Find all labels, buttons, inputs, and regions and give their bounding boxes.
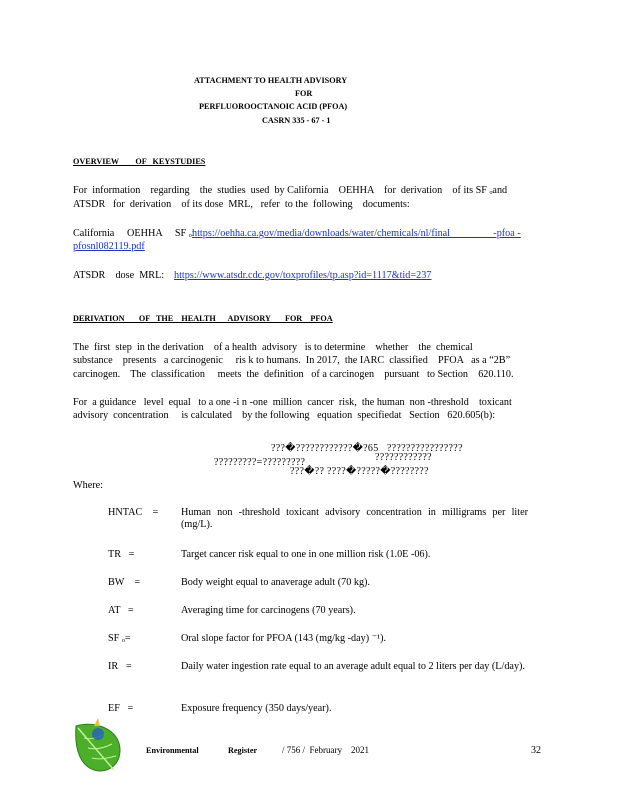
definition-term: BW = bbox=[108, 577, 141, 588]
oehha-label: California OEHHA SF ₒ: bbox=[73, 228, 195, 239]
equation-denominator: ???�?? ????�?????�???????? bbox=[290, 466, 429, 477]
overview-heading: OVERVIEW OF KEYSTUDIES bbox=[73, 157, 206, 166]
title-line-4: CASRN 335 - 67 - 1 bbox=[262, 116, 331, 125]
derivation-paragraph-2-line-2: advisory concentration is calculated by the following equation specifiedat Section 620.605(b): bbox=[73, 410, 496, 421]
definition-term: SF ₒ= bbox=[108, 633, 131, 644]
equation-left-side: ?????????=????????? bbox=[214, 457, 306, 468]
title-line-3: PERFLUOROOCTANOIC ACID (PFOA) bbox=[199, 102, 348, 111]
derivation-paragraph-1-line-2: substance presents a carcinogenic ris k to humans. In 2017, the IARC classified PFOA as a “2B” bbox=[73, 355, 511, 366]
definition-text: Target cancer risk equal to one in one million risk (1.0E -06). bbox=[181, 549, 431, 560]
overview-paragraph-line-1: For information regarding the studies used by California OEHHA for derivation of its SF ₒand bbox=[73, 185, 508, 196]
equation-numerator-continued: ???????????? bbox=[375, 452, 432, 463]
title-line-2: FOR bbox=[295, 89, 313, 98]
derivation-heading: DERIVATION OF THE HEALTH ADVISORY FOR PFOA bbox=[73, 314, 333, 323]
equation-numerator: ???�????????????�?65 ???????????????? bbox=[271, 443, 463, 454]
definition-term: EF = bbox=[108, 703, 134, 714]
definition-term: IR = bbox=[108, 661, 132, 672]
oehha-document-link[interactable]: https://oehha.ca.gov/media/downloads/water/chemicals/nl/final -pfoa - bbox=[192, 228, 521, 239]
atsdr-label: ATSDR dose MRL: bbox=[73, 270, 165, 281]
footer-register: Register bbox=[228, 746, 258, 755]
definition-term: HNTAC = bbox=[108, 507, 159, 518]
definition-text: Human non -threshold toxicant advisory concentration in milligrams per liter (mg/L). bbox=[181, 507, 528, 530]
oehha-document-link-continued[interactable]: pfosnl082119.pdf bbox=[73, 241, 145, 252]
leaf-logo-icon bbox=[70, 718, 126, 776]
footer-publication: Environmental bbox=[146, 746, 199, 755]
definition-text: Exposure frequency (350 days/year). bbox=[181, 703, 332, 714]
definition-term: TR = bbox=[108, 549, 135, 560]
definition-text: Oral slope factor for PFOA (143 (mg/kg -day) ⁻¹). bbox=[181, 633, 387, 644]
definition-text: Daily water ingestion rate equal to an average adult equal to 2 liters per day (L/day). bbox=[181, 661, 525, 672]
derivation-paragraph-1-line-1: The first step in the derivation of a health advisory is to determine whether the chemical bbox=[73, 342, 473, 353]
definition-term: AT = bbox=[108, 605, 134, 616]
derivation-paragraph-2-line-1: For a guidance level equal to a one -i n -one million cancer risk, the human non -threshold toxicant bbox=[73, 397, 512, 408]
footer-issue: / 756 / February 2021 bbox=[282, 745, 369, 755]
atsdr-document-link[interactable]: https://www.atsdr.cdc.gov/toxprofiles/tp.asp?id=1117&tid=237 bbox=[174, 270, 432, 281]
where-label: Where: bbox=[73, 480, 103, 491]
page-number: 32 bbox=[531, 745, 541, 756]
overview-paragraph-line-2: ATSDR for derivation of its dose MRL, refer to the following documents: bbox=[73, 199, 410, 210]
definition-text: Body weight equal to anaverage adult (70 kg). bbox=[181, 577, 370, 588]
definition-text: Averaging time for carcinogens (70 years). bbox=[181, 605, 356, 616]
title-line-1: ATTACHMENT TO HEALTH ADVISORY bbox=[194, 76, 348, 85]
derivation-paragraph-1-line-3: carcinogen. The classification meets the definition of a carcinogen pursuant to Section 620.110. bbox=[73, 369, 514, 380]
